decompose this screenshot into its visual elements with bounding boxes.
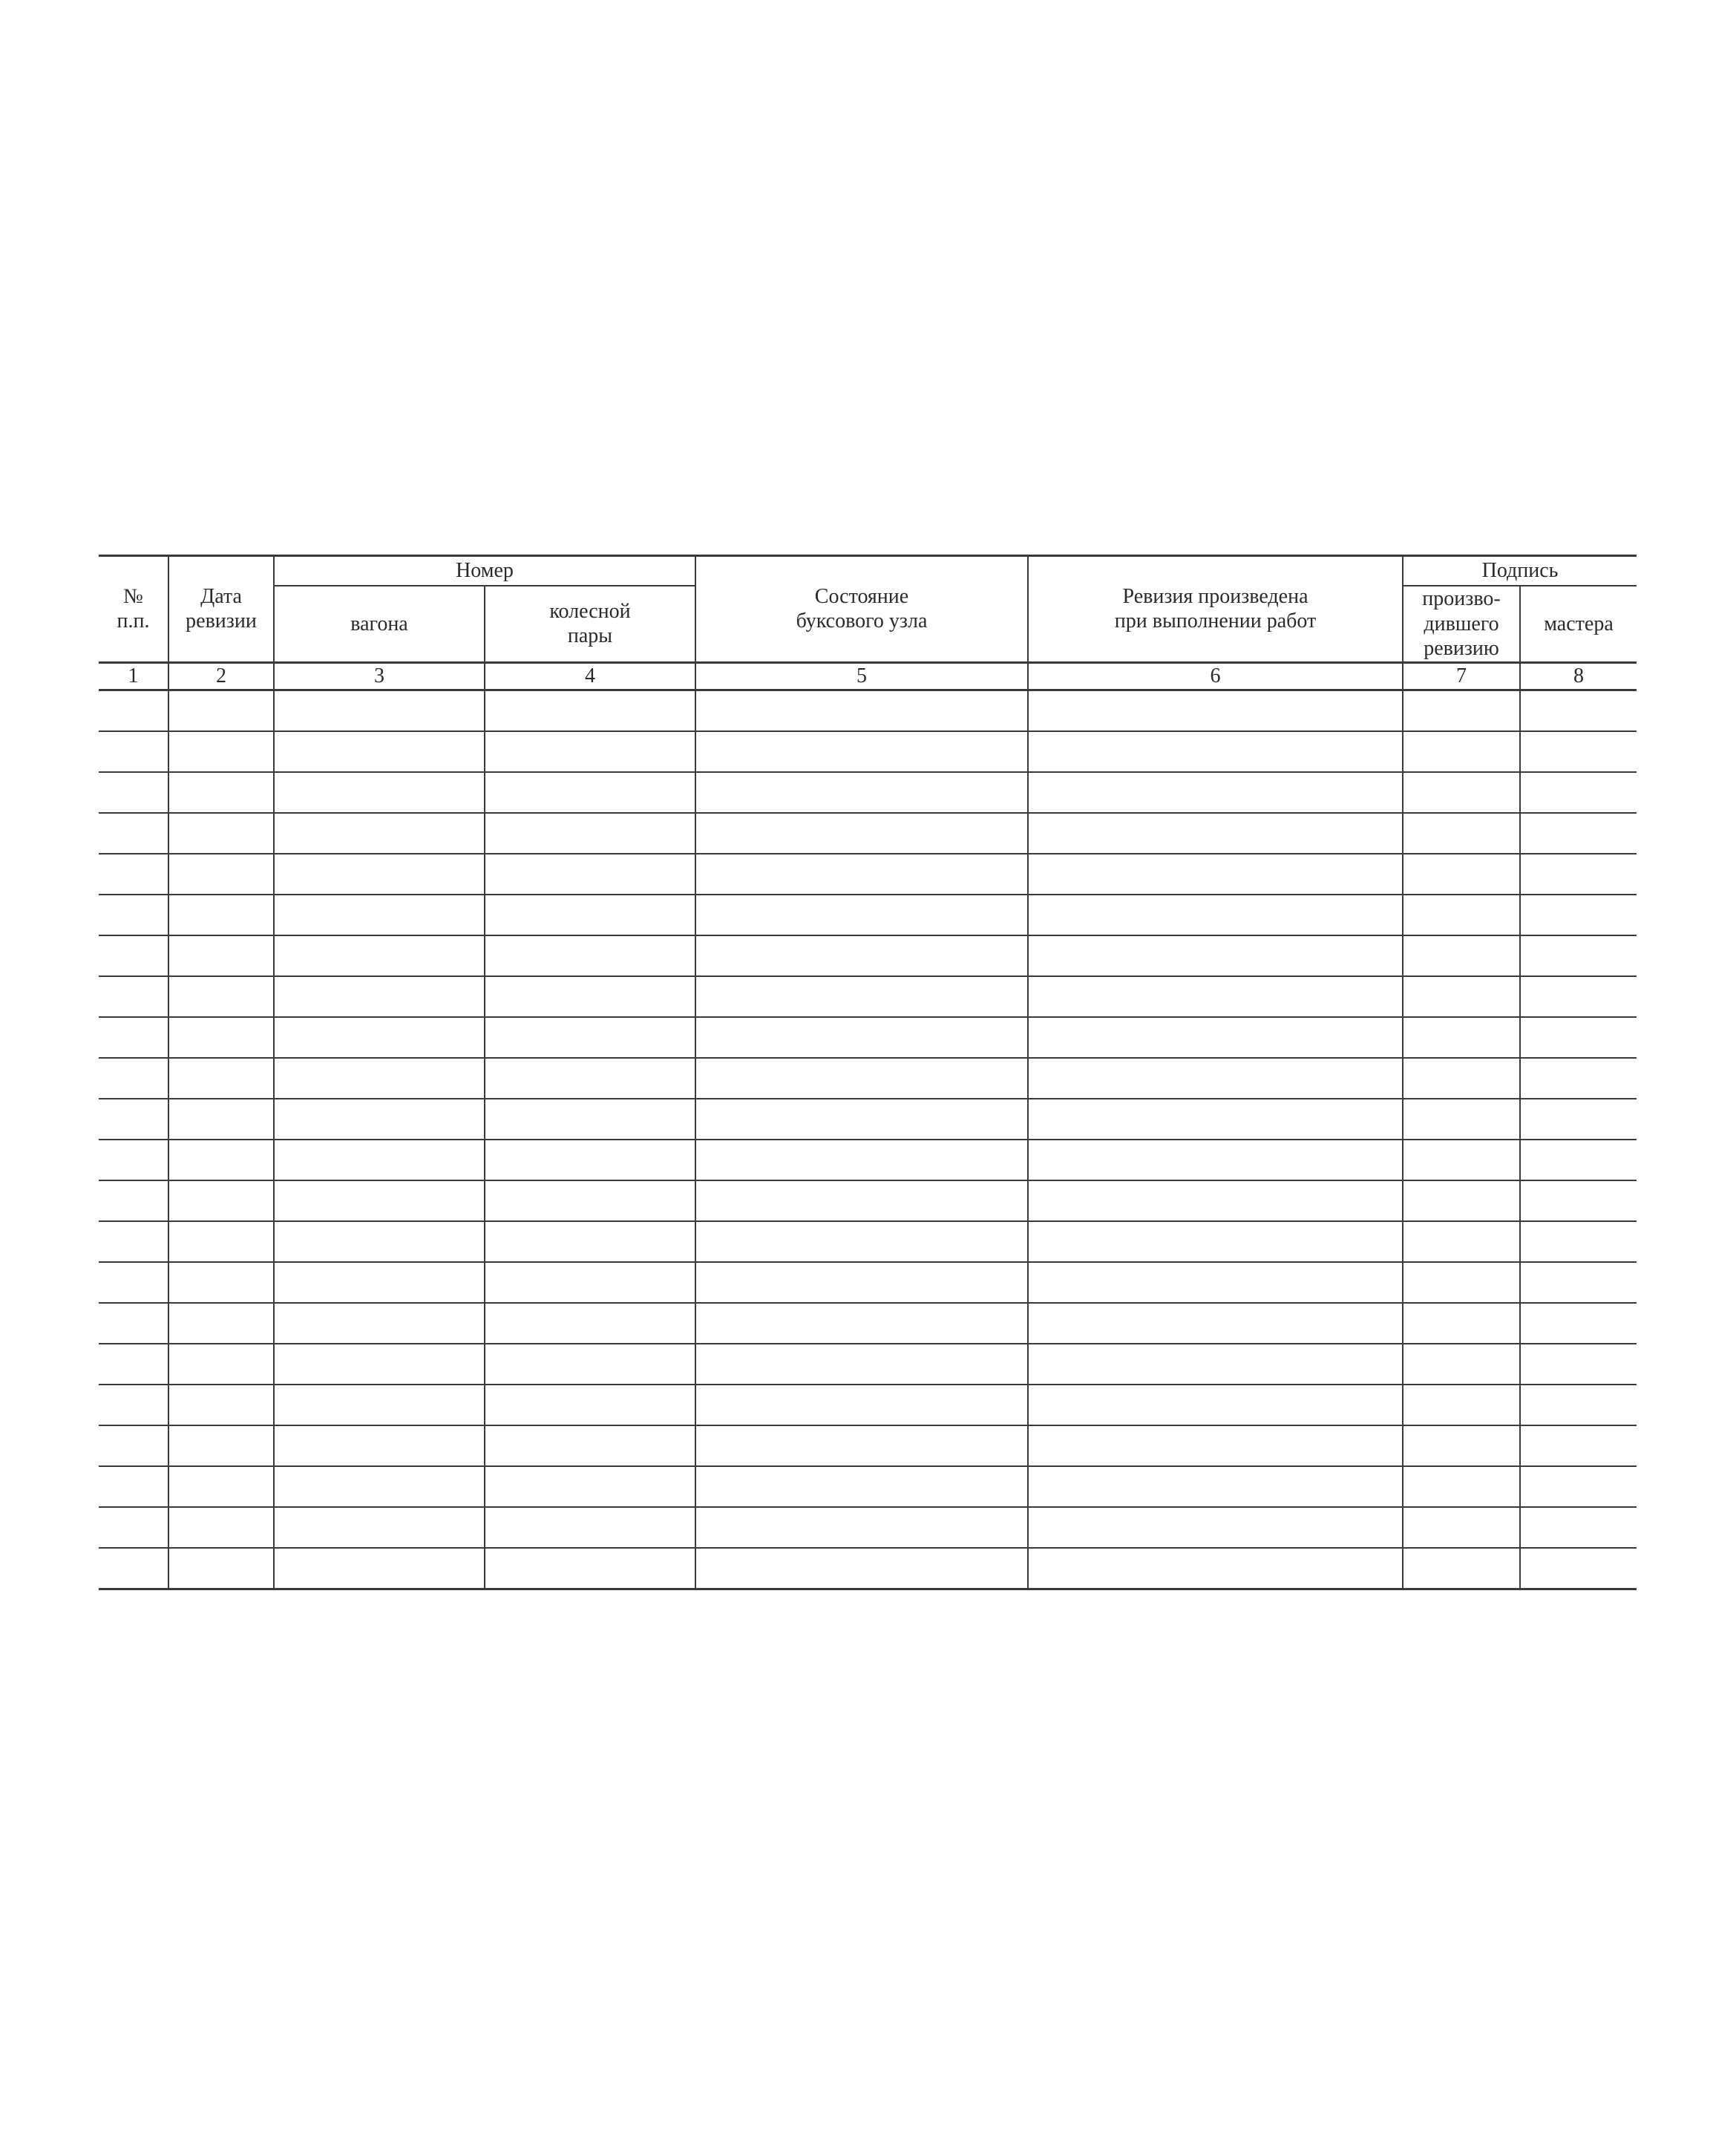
table-cell	[695, 690, 1028, 731]
header-row-number	[99, 556, 168, 663]
table-row	[99, 813, 1637, 854]
table-cell	[99, 895, 168, 935]
table-cell	[485, 1303, 695, 1344]
table-cell	[1028, 1262, 1403, 1303]
header-number-group	[274, 556, 695, 586]
table-cell	[168, 1507, 274, 1548]
table-row	[99, 976, 1637, 1017]
table-cell	[1028, 1058, 1403, 1099]
header-wagon	[274, 586, 485, 662]
table-cell	[168, 1221, 274, 1262]
table-row	[99, 935, 1637, 976]
table-cell	[1403, 1262, 1520, 1303]
table-cell	[485, 1548, 695, 1589]
table-cell	[485, 1425, 695, 1466]
table-cell	[695, 895, 1028, 935]
table-cell	[1403, 772, 1520, 813]
header-wheelset	[485, 586, 695, 662]
table-cell	[168, 854, 274, 895]
table-row	[99, 1344, 1637, 1385]
table-row	[99, 1425, 1637, 1466]
header-axlebox-condition-label: Состояние буксового узла	[796, 584, 928, 633]
table-cell	[1403, 1221, 1520, 1262]
table-cell	[99, 854, 168, 895]
table-cell	[1403, 976, 1520, 1017]
table-cell	[695, 1140, 1028, 1180]
table-cell	[99, 1262, 168, 1303]
table-cell	[274, 1507, 485, 1548]
table-cell	[274, 1548, 485, 1589]
table-cell	[1403, 1344, 1520, 1385]
table-cell	[168, 976, 274, 1017]
table-cell	[695, 1303, 1028, 1344]
table-cell	[695, 772, 1028, 813]
table-cell	[485, 854, 695, 895]
header-revision-works-label: Ревизия произведена при выполнении работ	[1114, 584, 1317, 633]
table-cell	[1520, 854, 1637, 895]
header-axlebox-condition	[695, 556, 1028, 663]
table-cell	[1028, 731, 1403, 772]
column-number: 5	[695, 662, 1028, 690]
table-body	[99, 690, 1637, 1589]
column-number-row	[99, 662, 1637, 690]
table-cell	[99, 1344, 168, 1385]
table-cell	[695, 1099, 1028, 1140]
table-cell	[168, 1262, 274, 1303]
table-cell	[1520, 895, 1637, 935]
table-cell	[1403, 1466, 1520, 1507]
table-cell	[695, 976, 1028, 1017]
table-cell	[99, 1017, 168, 1058]
table-row	[99, 895, 1637, 935]
table-cell	[485, 731, 695, 772]
table-cell	[485, 1017, 695, 1058]
header-number-group-label: Номер	[456, 559, 514, 583]
table-cell	[1403, 690, 1520, 731]
table-cell	[485, 1344, 695, 1385]
table-cell	[1028, 1180, 1403, 1221]
table-cell	[168, 1017, 274, 1058]
table-cell	[1403, 1099, 1520, 1140]
table-cell	[1520, 1058, 1637, 1099]
revision-log-table	[99, 555, 1637, 1590]
table-cell	[695, 1262, 1028, 1303]
table-cell	[1403, 1548, 1520, 1589]
table-cell	[485, 813, 695, 854]
table-cell	[168, 690, 274, 731]
header-wheelset-label: колесной пары	[549, 599, 631, 648]
table-cell	[1520, 1140, 1637, 1180]
table-row	[99, 1548, 1637, 1589]
column-number: 7	[1403, 662, 1520, 690]
table-cell	[485, 895, 695, 935]
table-cell	[274, 731, 485, 772]
table-cell	[695, 1507, 1028, 1548]
table-cell	[168, 895, 274, 935]
table-cell	[1403, 731, 1520, 772]
table-cell	[1028, 1303, 1403, 1344]
table-cell	[1520, 1262, 1637, 1303]
table-cell	[168, 1344, 274, 1385]
table-cell	[1520, 813, 1637, 854]
table-cell	[274, 1017, 485, 1058]
table-cell	[485, 690, 695, 731]
table-cell	[1028, 1507, 1403, 1548]
table-cell	[99, 1099, 168, 1140]
header-revision-date	[168, 556, 274, 663]
table-cell	[274, 1466, 485, 1507]
table-cell	[1403, 1017, 1520, 1058]
table-cell	[168, 935, 274, 976]
table-cell	[168, 1303, 274, 1344]
table-cell	[1028, 895, 1403, 935]
table-cell	[1520, 1385, 1637, 1425]
column-number: 1	[99, 662, 168, 690]
table-cell	[274, 1303, 485, 1344]
table-cell	[1028, 1425, 1403, 1466]
table-cell	[1520, 935, 1637, 976]
table-row	[99, 1058, 1637, 1099]
table-cell	[99, 1303, 168, 1344]
table-cell	[1520, 772, 1637, 813]
table-cell	[168, 1466, 274, 1507]
table-cell	[99, 731, 168, 772]
header-revision-date-label: Дата ревизии	[186, 584, 257, 633]
table-cell	[1403, 1507, 1520, 1548]
table-cell	[1403, 935, 1520, 976]
table-cell	[274, 772, 485, 813]
table-cell	[1028, 1140, 1403, 1180]
table-cell	[99, 1140, 168, 1180]
table-row	[99, 1262, 1637, 1303]
table-cell	[168, 1140, 274, 1180]
table-row	[99, 1466, 1637, 1507]
table-row	[99, 731, 1637, 772]
table-cell	[485, 1140, 695, 1180]
table-cell	[1028, 976, 1403, 1017]
table-cell	[1403, 1385, 1520, 1425]
table-cell	[274, 854, 485, 895]
table-cell	[99, 1466, 168, 1507]
table-cell	[1028, 1466, 1403, 1507]
table-cell	[99, 976, 168, 1017]
table-cell	[1028, 1548, 1403, 1589]
table-cell	[1403, 1303, 1520, 1344]
table-cell	[1520, 1425, 1637, 1466]
table-cell	[274, 1140, 485, 1180]
table-cell	[695, 935, 1028, 976]
table-row	[99, 1303, 1637, 1344]
table-cell	[99, 1507, 168, 1548]
table-cell	[695, 1180, 1028, 1221]
table-cell	[1520, 1507, 1637, 1548]
table-cell	[99, 935, 168, 976]
table-row	[99, 1140, 1637, 1180]
table-cell	[695, 1058, 1028, 1099]
table-cell	[1520, 1099, 1637, 1140]
header-wagon-label: вагона	[350, 612, 408, 635]
table-row	[99, 1221, 1637, 1262]
header-signature-group	[1403, 556, 1637, 586]
table-cell	[1520, 1548, 1637, 1589]
table-cell	[485, 1221, 695, 1262]
table-cell	[168, 1548, 274, 1589]
table-cell	[1520, 731, 1637, 772]
table-cell	[168, 813, 274, 854]
table-cell	[274, 813, 485, 854]
table-row	[99, 1507, 1637, 1548]
table-cell	[168, 772, 274, 813]
table-cell	[1028, 1344, 1403, 1385]
table-cell	[1520, 690, 1637, 731]
column-number: 3	[274, 662, 485, 690]
table-cell	[168, 1385, 274, 1425]
table-cell	[168, 1058, 274, 1099]
table-cell	[99, 1548, 168, 1589]
table-cell	[695, 1221, 1028, 1262]
table-cell	[274, 1385, 485, 1425]
table-cell	[1403, 854, 1520, 895]
table-cell	[695, 1385, 1028, 1425]
column-number: 2	[168, 662, 274, 690]
table-cell	[695, 1425, 1028, 1466]
table-row	[99, 1180, 1637, 1221]
header-master	[1520, 586, 1637, 662]
table-cell	[168, 1099, 274, 1140]
table-row	[99, 1017, 1637, 1058]
table-cell	[695, 1017, 1028, 1058]
table-cell	[1403, 813, 1520, 854]
table-cell	[485, 1385, 695, 1425]
table-cell	[99, 1221, 168, 1262]
table-cell	[485, 772, 695, 813]
table-cell	[1028, 1017, 1403, 1058]
table-cell	[485, 1507, 695, 1548]
header-performed-by	[1403, 586, 1520, 662]
table-cell	[1520, 1221, 1637, 1262]
table-cell	[274, 1425, 485, 1466]
table-cell	[274, 1221, 485, 1262]
table-cell	[1403, 1058, 1520, 1099]
table-cell	[99, 1180, 168, 1221]
table-cell	[274, 1180, 485, 1221]
table-cell	[695, 1344, 1028, 1385]
table-cell	[99, 1058, 168, 1099]
column-number: 8	[1520, 662, 1637, 690]
table-cell	[695, 731, 1028, 772]
table-cell	[485, 1466, 695, 1507]
table-cell	[1520, 1017, 1637, 1058]
table-cell	[485, 935, 695, 976]
table-cell	[1028, 1385, 1403, 1425]
table-cell	[1028, 935, 1403, 976]
table-row	[99, 772, 1637, 813]
column-number: 4	[485, 662, 695, 690]
table-cell	[1520, 1180, 1637, 1221]
table-cell	[1403, 1425, 1520, 1466]
header-performed-by-label: произво- дившего ревизию	[1422, 587, 1501, 661]
header-master-label: мастера	[1544, 612, 1614, 635]
table-row	[99, 1099, 1637, 1140]
table-cell	[99, 690, 168, 731]
table-cell	[274, 895, 485, 935]
table-cell	[274, 690, 485, 731]
table-cell	[1403, 1140, 1520, 1180]
table-row	[99, 1385, 1637, 1425]
table-cell	[274, 976, 485, 1017]
table-cell	[1028, 813, 1403, 854]
table-cell	[485, 1180, 695, 1221]
table-cell	[485, 1262, 695, 1303]
table-cell	[1028, 854, 1403, 895]
table-cell	[695, 1466, 1028, 1507]
header-row-number-label: № п.п.	[117, 584, 150, 633]
table-cell	[695, 854, 1028, 895]
table-cell	[274, 935, 485, 976]
header-revision-works	[1028, 556, 1403, 663]
table-cell	[99, 1425, 168, 1466]
table-cell	[1403, 1180, 1520, 1221]
table-cell	[1520, 1466, 1637, 1507]
table-cell	[1403, 895, 1520, 935]
table-cell	[1028, 1221, 1403, 1262]
table-cell	[274, 1058, 485, 1099]
table-cell	[695, 813, 1028, 854]
table-cell	[695, 1548, 1028, 1589]
column-number: 6	[1028, 662, 1403, 690]
table-cell	[1520, 1344, 1637, 1385]
table-cell	[168, 731, 274, 772]
table-cell	[1028, 772, 1403, 813]
table-cell	[1028, 1099, 1403, 1140]
table-cell	[274, 1262, 485, 1303]
table-cell	[274, 1099, 485, 1140]
table-cell	[485, 1058, 695, 1099]
table-cell	[99, 813, 168, 854]
header-signature-group-label: Подпись	[1481, 559, 1559, 583]
table-cell	[485, 976, 695, 1017]
table-row	[99, 854, 1637, 895]
table-cell	[99, 772, 168, 813]
table-cell	[1520, 1303, 1637, 1344]
table-cell	[274, 1344, 485, 1385]
table-cell	[1520, 976, 1637, 1017]
table-cell	[99, 1385, 168, 1425]
table-row	[99, 690, 1637, 731]
table-cell	[1028, 690, 1403, 731]
table-cell	[168, 1180, 274, 1221]
table-cell	[485, 1099, 695, 1140]
table-cell	[168, 1425, 274, 1466]
